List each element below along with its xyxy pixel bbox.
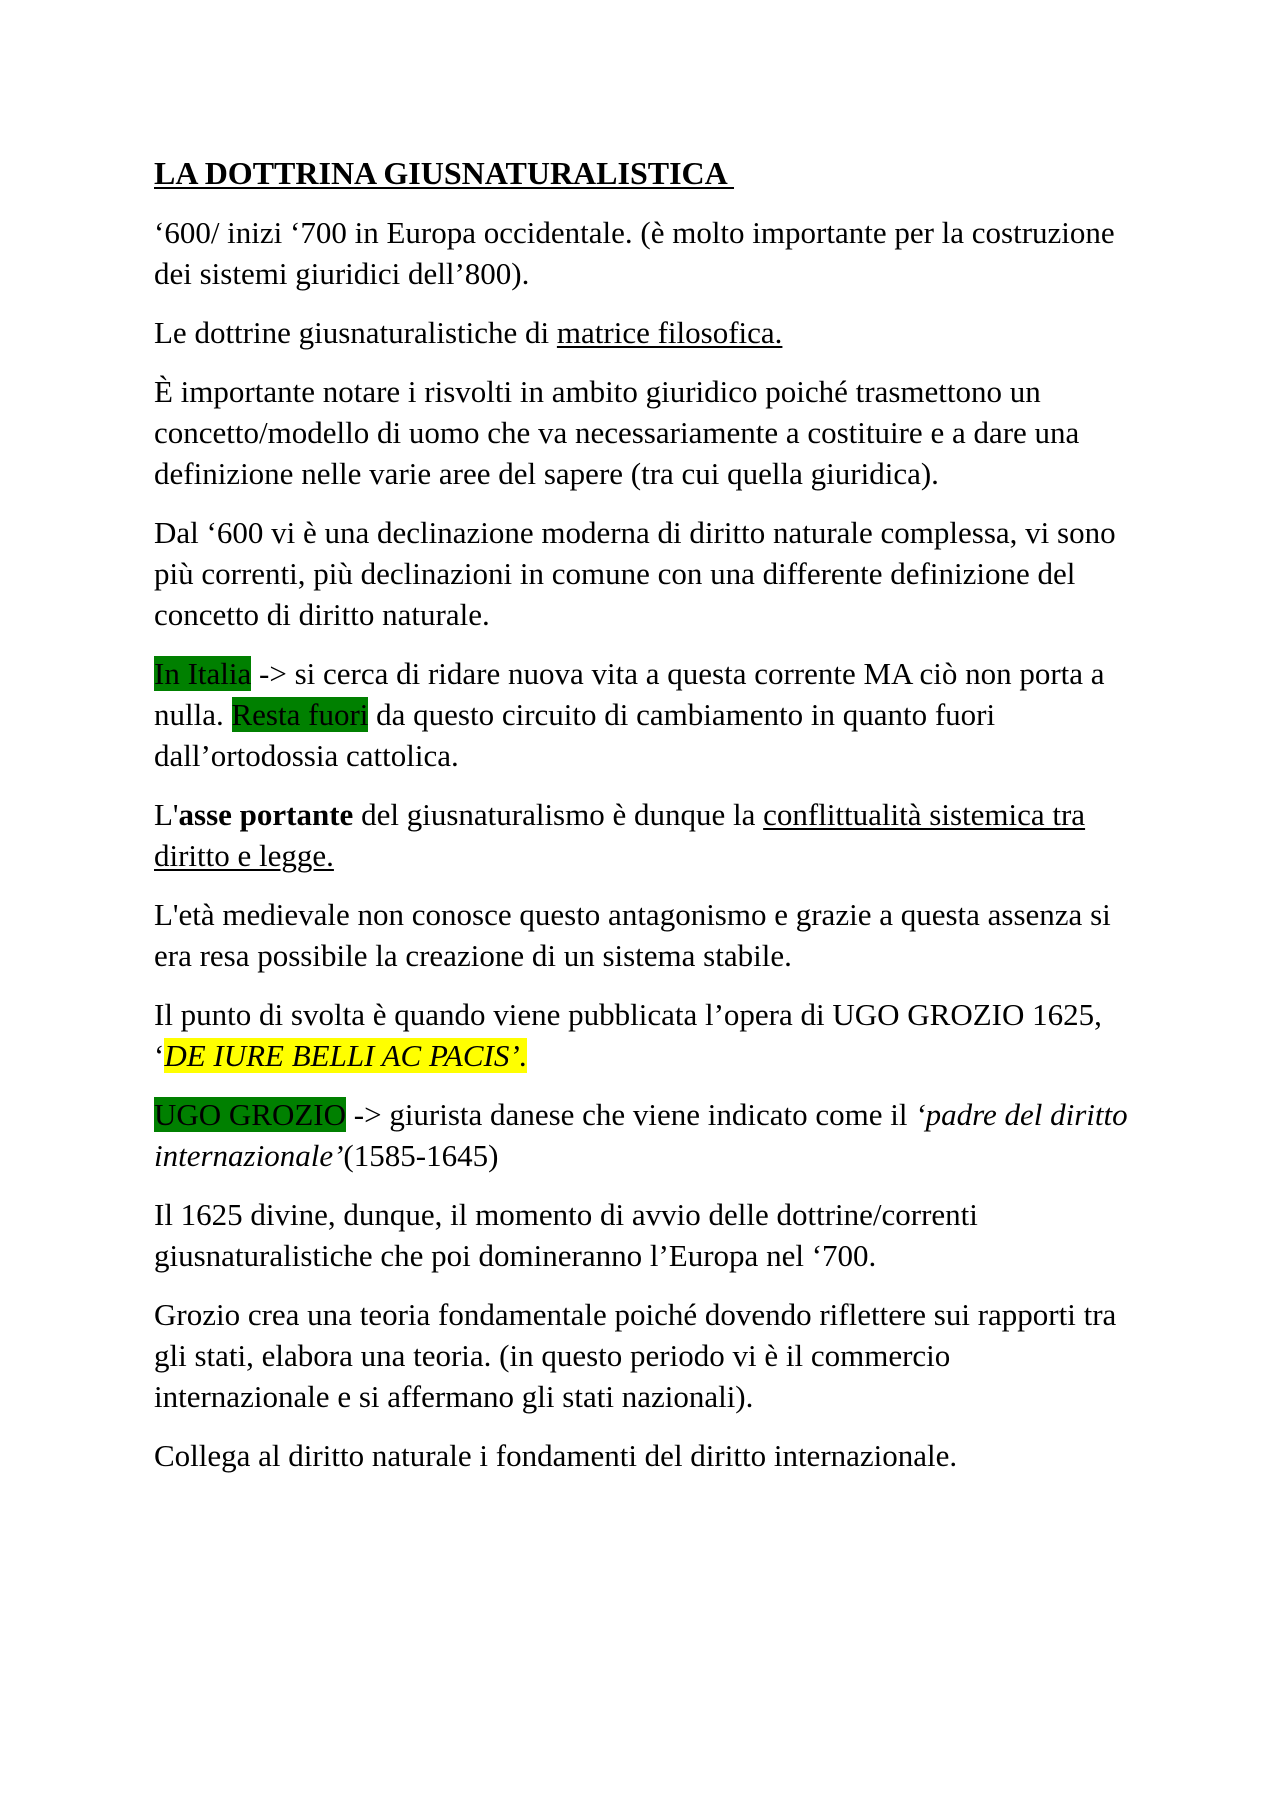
paragraph-7: L'età medievale non conosce questo antagonismo e grazie a questa assenza si era resa possibile la creazione di un sistema stabile. [154,897,1111,973]
paragraph-6-text: del giusnaturalismo è dunque la [353,797,764,832]
paragraph-9 [154,1094,1130,1176]
paragraph-5-text-1: -> si cerca di ridare nuova vita a questa corrente MA ciò non porta a nulla. [154,656,1105,732]
paragraph-5 [154,653,1130,776]
underlined-phrase: conflittualità sistemica tra diritto e legge. [154,797,1086,873]
paragraph-6-prefix: L' [154,797,179,832]
paragraph-12: Collega al diritto naturale i fondamenti del diritto internazionale. [154,1438,958,1473]
paragraph-1: ‘600/ inizi ‘700 in Europa occidentale. (è molto importante per la costruzione dei sistemi giuridici dell’800). [154,215,1115,291]
paragraph-5-text-2: da questo circuito di cambiamento in quanto fuori dall’ortodossia cattolica. [154,697,996,773]
paragraph-9-text: -> giurista danese che viene indicato come il [346,1097,916,1132]
paragraph-4: Dal ‘600 vi è una declinazione moderna di diritto naturale complessa, vi sono più correnti, più declinazioni in comune con una differente definizione del concetto di diritto naturale. [154,515,1116,632]
green-highlight-in-italia: In Italia [154,656,252,691]
italic-phrase: ‘padre del diritto internazionale’ [154,1097,1128,1173]
paragraph-8-text: Il punto di svolta è quando viene pubblicata l’opera di UGO GROZIO 1625, ‘ [154,997,1102,1073]
paragraph-6 [154,794,1130,876]
bold-phrase: asse portante [178,797,354,832]
paragraph-9-suffix: (1585-1645) [343,1138,499,1173]
paragraph-8 [154,994,1130,1076]
paragraph-2-text: Le dottrine giusnaturalistiche di [154,315,557,350]
document-title: LA DOTTRINA GIUSNATURALISTICA [154,155,734,191]
green-highlight-resta-fuori: Resta fuori [231,697,369,732]
green-highlight-ugo-grozio: UGO GROZIO [154,1097,347,1132]
underlined-phrase: matrice filosofica. [556,315,783,350]
paragraph-10: Il 1625 divine, dunque, il momento di avvio delle dottrine/correnti giusnaturalistiche che poi domineranno l’Europa nel ‘700. [154,1197,978,1273]
yellow-highlight-book-title: DE IURE BELLI AC PACIS’. [164,1038,528,1073]
paragraph-11: Grozio crea una teoria fondamentale poiché dovendo riflettere sui rapporti tra gli stati, elabora una teoria. (in questo periodo vi è il commercio internazionale e si affermano gli stati nazionali). [154,1297,1117,1414]
paragraph-3: È importante notare i risvolti in ambito giuridico poiché trasmettono un concetto/modello di uomo che va necessariamente a costituire e a dare una definizione nelle varie aree del sapere (tra cui quella giuridica). [154,374,1080,491]
paragraph-2 [154,312,1130,353]
